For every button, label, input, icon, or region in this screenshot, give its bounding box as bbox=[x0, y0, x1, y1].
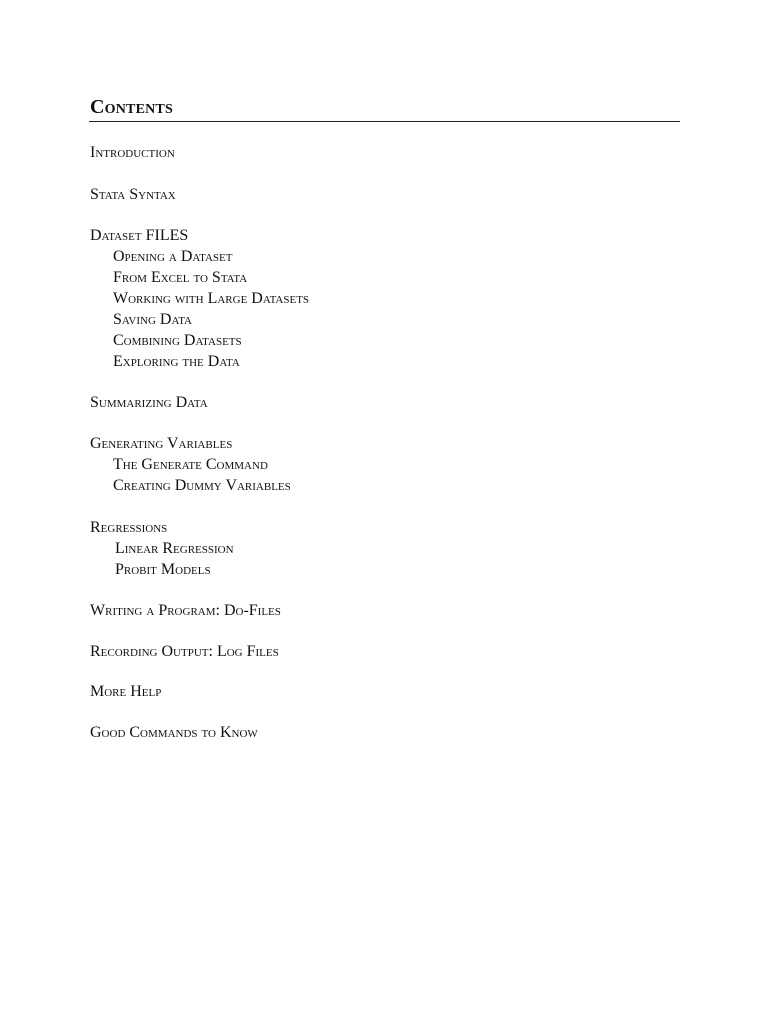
toc-subentry-creating-dummy-variables: Creating Dummy Variables bbox=[113, 477, 291, 494]
toc-entry-more-help: More Help bbox=[90, 683, 162, 700]
toc-entry-generating-variables: Generating Variables bbox=[90, 435, 233, 452]
toc-entry-recording-output: Recording Output: Log Files bbox=[90, 643, 279, 660]
toc-entry-regressions: Regressions bbox=[90, 519, 168, 536]
toc-entry-writing-a-program: Writing a Program: Do-Files bbox=[90, 602, 281, 619]
toc-subentry-working-with-large-datasets: Working with Large Datasets bbox=[113, 290, 310, 307]
toc-entry-dataset-files: Dataset FILES bbox=[90, 227, 189, 244]
toc-subentry-linear-regression: Linear Regression bbox=[115, 540, 234, 557]
toc-subentry-the-generate-command: The Generate Command bbox=[113, 456, 268, 473]
toc-subentry-from-excel-to-stata: From Excel to Stata bbox=[113, 269, 248, 286]
toc-subentry-saving-data: Saving Data bbox=[113, 311, 192, 328]
toc-entry-stata-syntax: Stata Syntax bbox=[90, 186, 176, 203]
toc-entry-introduction: Introduction bbox=[90, 144, 175, 161]
toc-entry-good-commands-to-know: Good Commands to Know bbox=[90, 724, 258, 741]
toc-subentry-combining-datasets: Combining Datasets bbox=[113, 332, 242, 349]
contents-heading: Contents bbox=[90, 96, 173, 118]
toc-subentry-opening-a-dataset: Opening a Dataset bbox=[113, 248, 233, 265]
heading-rule bbox=[89, 121, 680, 122]
toc-entry-summarizing-data: Summarizing Data bbox=[90, 394, 208, 411]
toc-subentry-exploring-the-data: Exploring the Data bbox=[113, 353, 240, 370]
toc-subentry-probit-models: Probit Models bbox=[115, 561, 211, 578]
